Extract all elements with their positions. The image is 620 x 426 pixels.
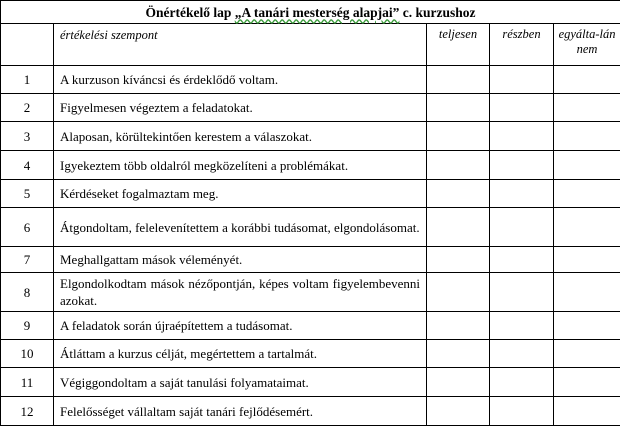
rating-cell-fully[interactable] xyxy=(427,94,490,122)
row-number: 7 xyxy=(1,247,54,273)
rating-cell-not-at-all[interactable] xyxy=(554,340,620,368)
header-partly: részben xyxy=(490,24,554,66)
rating-cell-not-at-all[interactable] xyxy=(554,312,620,340)
rating-cell-partly[interactable] xyxy=(490,208,554,247)
table-row xyxy=(1,397,620,426)
table-row xyxy=(1,122,620,151)
table-row xyxy=(1,180,620,208)
row-criterion: A feladatok során újraépítettem a tudásomat. xyxy=(54,312,427,340)
rating-cell-fully[interactable] xyxy=(427,368,490,397)
rating-cell-partly[interactable] xyxy=(490,340,554,368)
title-row xyxy=(1,1,620,24)
rating-cell-not-at-all[interactable] xyxy=(554,273,620,312)
row-number: 1 xyxy=(1,66,54,94)
rating-cell-partly[interactable] xyxy=(490,151,554,180)
rating-cell-fully[interactable] xyxy=(427,312,490,340)
rating-cell-fully[interactable] xyxy=(427,66,490,94)
row-number: 4 xyxy=(1,151,54,180)
row-criterion: A kurzuson kíváncsi és érdeklődő voltam. xyxy=(54,66,427,94)
rating-cell-not-at-all[interactable] xyxy=(554,122,620,151)
rating-cell-partly[interactable] xyxy=(490,273,554,312)
row-number: 6 xyxy=(1,208,54,247)
table-row xyxy=(1,66,620,94)
rating-cell-partly[interactable] xyxy=(490,312,554,340)
rating-cell-partly[interactable] xyxy=(490,66,554,94)
row-criterion: Kérdéseket fogalmaztam meg. xyxy=(54,180,427,208)
table-row xyxy=(1,273,620,312)
row-criterion: Alaposan, körültekintően kerestem a válaszokat. xyxy=(54,122,427,151)
header-not-at-all xyxy=(554,24,620,66)
row-number: 3 xyxy=(1,122,54,151)
rating-cell-fully[interactable] xyxy=(427,273,490,312)
row-number: 11 xyxy=(1,368,54,397)
header-num-cell xyxy=(1,24,54,66)
rating-cell-not-at-all[interactable] xyxy=(554,151,620,180)
row-criterion: Igyekeztem több oldalról megközelíteni a problémákat. xyxy=(54,151,427,180)
table-row xyxy=(1,368,620,397)
rating-cell-fully[interactable] xyxy=(427,151,490,180)
table-row xyxy=(1,208,620,247)
rating-cell-fully[interactable] xyxy=(427,208,490,247)
row-number: 12 xyxy=(1,397,54,426)
row-number: 5 xyxy=(1,180,54,208)
row-number: 10 xyxy=(1,340,54,368)
rating-cell-not-at-all[interactable] xyxy=(554,94,620,122)
row-criterion: Figyelmesen végeztem a feladatokat. xyxy=(54,94,427,122)
rating-cell-partly[interactable] xyxy=(490,180,554,208)
header-row xyxy=(1,24,620,66)
rating-cell-fully[interactable] xyxy=(427,122,490,151)
row-criterion: Felelősséget vállaltam saját tanári fejlődésemért. xyxy=(54,397,427,426)
row-criterion: Átláttam a kurzus célját, megértettem a tartalmát. xyxy=(54,340,427,368)
rating-cell-fully[interactable] xyxy=(427,397,490,426)
rating-cell-not-at-all[interactable] xyxy=(554,66,620,94)
rating-cell-partly[interactable] xyxy=(490,122,554,151)
table-row xyxy=(1,151,620,180)
rating-cell-not-at-all[interactable] xyxy=(554,180,620,208)
header-fully: teljesen xyxy=(427,24,490,66)
rating-cell-not-at-all[interactable] xyxy=(554,247,620,273)
table-row xyxy=(1,247,620,273)
rating-cell-not-at-all[interactable] xyxy=(554,397,620,426)
row-criterion: Átgondoltam, felelevenítettem a korábbi tudásomat, elgondolásomat. xyxy=(54,208,427,247)
rating-cell-fully[interactable] xyxy=(427,247,490,273)
page-title xyxy=(1,1,620,24)
table-row xyxy=(1,312,620,340)
row-criterion: Meghallgattam mások véleményét. xyxy=(54,247,427,273)
rating-cell-not-at-all[interactable] xyxy=(554,208,620,247)
rating-cell-partly[interactable] xyxy=(490,247,554,273)
row-criterion: Végiggondoltam a saját tanulási folyamataimat. xyxy=(54,368,427,397)
rating-cell-partly[interactable] xyxy=(490,368,554,397)
header-not-at-all-label: egyálta-lán nem xyxy=(559,27,616,56)
header-criterion: értékelési szempont xyxy=(54,24,427,66)
row-number: 2 xyxy=(1,94,54,122)
rating-cell-not-at-all[interactable] xyxy=(554,368,620,397)
title-suffix: c. kurzushoz xyxy=(399,5,475,20)
rating-cell-partly[interactable] xyxy=(490,94,554,122)
rating-cell-partly[interactable] xyxy=(490,397,554,426)
title-course-name: „A tanári mesterség alapjai” xyxy=(235,5,400,20)
title-prefix: Önértékelő lap xyxy=(146,5,235,20)
rating-cell-fully[interactable] xyxy=(427,180,490,208)
row-number: 9 xyxy=(1,312,54,340)
rating-cell-fully[interactable] xyxy=(427,340,490,368)
table-row xyxy=(1,94,620,122)
table-row xyxy=(1,340,620,368)
row-number: 8 xyxy=(1,273,54,312)
row-criterion: Elgondolkodtam mások nézőpontján, képes voltam figyelembevenni azokat. xyxy=(54,273,427,312)
